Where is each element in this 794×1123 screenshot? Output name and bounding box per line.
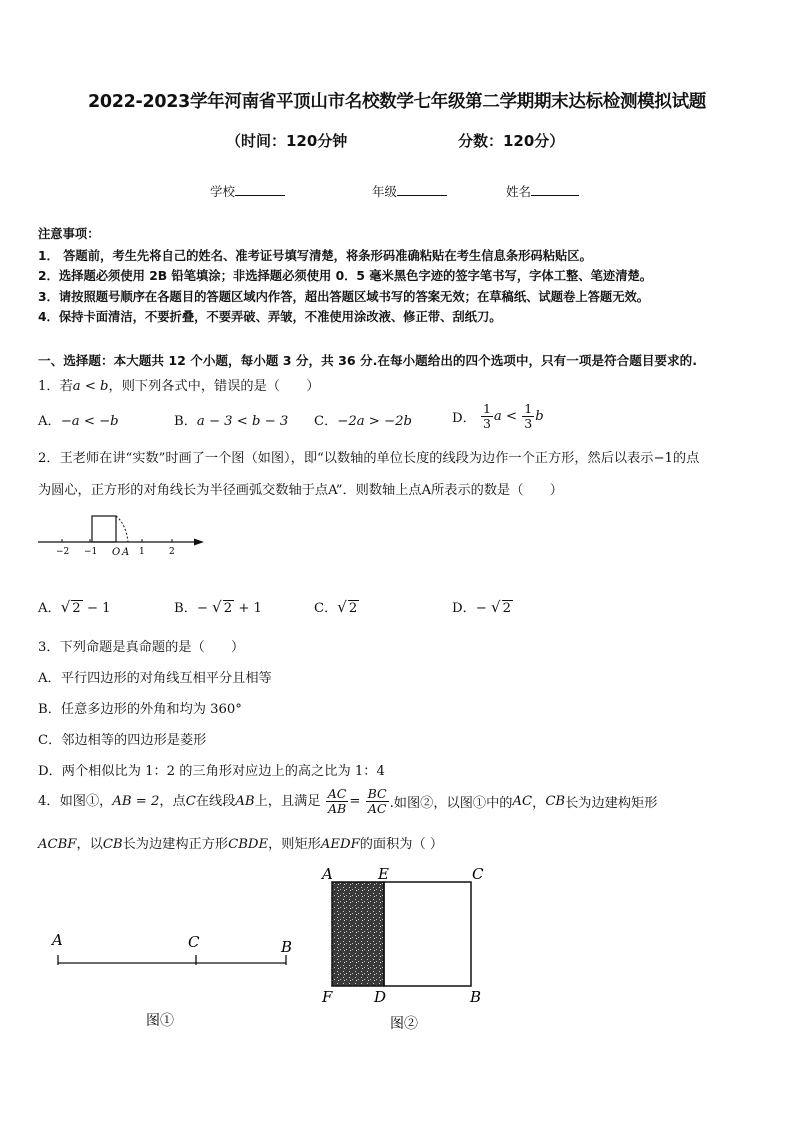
q2-option-d[interactable]: D．− √ 2 bbox=[452, 598, 511, 616]
point-label: A bbox=[322, 865, 333, 883]
note-item: 3．请按照题号顺序在各题目的答题区域内作答，超出答题区域书写的答案无效；在草稿纸、试题卷上答题无效。 bbox=[38, 290, 650, 304]
q2-option-c[interactable]: C．√ 2 bbox=[314, 598, 358, 616]
figure-2-rectangle bbox=[318, 862, 496, 1034]
q2-option-b[interactable]: B．− √ 2 + 1 bbox=[174, 598, 262, 616]
figure-caption: 图② bbox=[390, 1016, 418, 1032]
point-label: E bbox=[378, 865, 389, 883]
question-3-stem: 3．下列命题是真命题的是（ ） bbox=[38, 640, 245, 655]
point-label: C bbox=[472, 865, 484, 883]
number-line-figure bbox=[36, 510, 211, 558]
note-item: 2．选择题必须使用 2B 铅笔填涂；非选择题必须使用 0．5 毫米黑色字迹的签字笔书写，字体工整、笔迹清楚。 bbox=[38, 269, 653, 283]
tick-label: O bbox=[112, 547, 121, 558]
q1-option-a[interactable]: A．−a < −b bbox=[38, 414, 119, 429]
point-label: F bbox=[322, 988, 333, 1006]
section-heading: 一、选择题：本大题共 12 个小题，每小题 3 分，共 36 分.在每小题给出的四个选项中，只有一项是符合题目要求的. bbox=[38, 353, 698, 368]
school-field bbox=[210, 182, 285, 200]
notes-heading: 注意事项： bbox=[38, 227, 100, 241]
total-score: 分数：120分） bbox=[458, 132, 565, 150]
grade-field bbox=[372, 182, 447, 200]
point-label: B bbox=[470, 988, 482, 1006]
point-label: C bbox=[188, 933, 200, 951]
point-label: A bbox=[52, 931, 63, 949]
q2-option-a[interactable]: A．√ 2 − 1 bbox=[38, 598, 111, 616]
q1-option-d[interactable]: D． $\frac{1}{3}$ a < $\frac{1}{3}$ b bbox=[452, 401, 544, 431]
question-4-line2: ACBF，以CB长为边建构正方形CBDE，则矩形AEDF的面积为（ ） bbox=[38, 837, 444, 852]
q3-option-a[interactable]: A．平行四边形的对角线互相平分且相等 bbox=[38, 671, 272, 686]
tick-label: −1 bbox=[84, 547, 98, 557]
question-2-line2: 为圆心，正方形的对角线长为半径画弧交数轴于点A”．则数轴上点A所表示的数是（ ） bbox=[38, 483, 563, 498]
tick-label: 2 bbox=[169, 547, 175, 557]
question-4-line1: 4．如图①，AB = 2，点C在线段AB上，且满足 $\frac{AC}{AB}$ = $\frac{BC}{AC}$ .如图②，以图①中的AC，CB长为边建构矩形 bbox=[38, 786, 658, 816]
q3-option-d[interactable]: D．两个相似比为 1：2 的三角形对应边上的高之比为 1：4 bbox=[38, 764, 385, 779]
point-label: B bbox=[281, 938, 293, 956]
tick-label: 1 bbox=[139, 547, 145, 557]
question-1-stem: 1．若a < b，则下列各式中，错误的是（ ） bbox=[38, 379, 320, 394]
school-label: 学校 bbox=[210, 184, 236, 199]
note-item: 4．保持卡面清洁，不要折叠，不要弄破、弄皱，不准使用涂改液、修正带、刮纸刀。 bbox=[38, 310, 502, 324]
point-label: D bbox=[374, 988, 387, 1006]
q1-option-c[interactable]: C．−2a > −2b bbox=[314, 414, 412, 429]
grade-label: 年级 bbox=[372, 184, 398, 199]
q3-option-c[interactable]: C．邻边相等的四边形是菱形 bbox=[38, 733, 207, 748]
time-limit: （时间：120分钟 bbox=[226, 132, 348, 150]
figure-1-segment bbox=[46, 925, 306, 1035]
question-2-line1: 2．王老师在讲“实数”时画了一个图（如图），即“以数轴的单位长度的线段为边作一个正方形，然后以表示−1的点 bbox=[38, 451, 700, 466]
condition: a < b bbox=[72, 379, 109, 394]
name-field bbox=[506, 182, 579, 200]
page-title: 2022-2023学年河南省平顶山市名校数学七年级第二学期期末达标检测模拟试题 bbox=[88, 92, 706, 112]
note-item: 1． 答题前，考生先将自己的姓名、准考证号填写清楚，将条形码准确粘贴在考生信息条形码粘贴区。 bbox=[38, 249, 592, 263]
tick-label: A bbox=[122, 547, 130, 558]
tick-label: −2 bbox=[56, 547, 70, 557]
figure-caption: 图① bbox=[146, 1013, 174, 1029]
name-label: 姓名 bbox=[506, 184, 532, 199]
q1-option-b[interactable]: B．a − 3 < b − 3 bbox=[174, 414, 289, 429]
q3-option-b[interactable]: B．任意多边形的外角和均为 360° bbox=[38, 702, 242, 717]
